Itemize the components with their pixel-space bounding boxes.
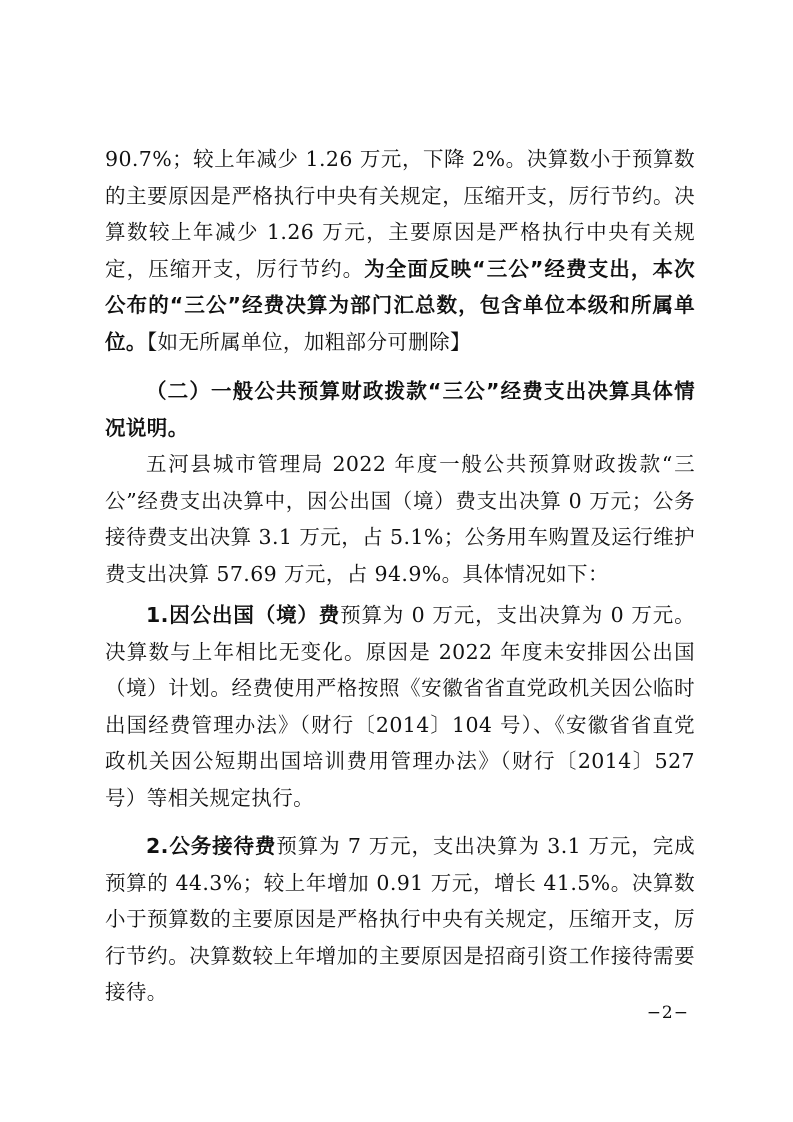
paragraph-reception: [105, 828, 695, 1011]
paragraph-text: 90.7%；较上年减少 1.26 万元，下降 2%。决算数小于预算数的主要原因是严格执行中央有关规定，压缩开支，厉行节约。决算数较上年减少 1.26 万元，主要原因是严格执行中央有关规定，压缩开支，厉行节约。: [105, 147, 695, 281]
paragraph-text: 预算为 7 万元，支出决算为 3.1 万元，完成预算的 44.3%；较上年增加 0.91 万元，增长 41.5%。决算数小于预算数的主要原因是严格执行中央有关规定，压缩开支，厉行节约。决算数较上年增加的主要原因是招商引资工作接待需要接待。: [105, 834, 695, 1004]
paragraph-overview: 五河县城市管理局 2022 年度一般公共预算财政拨款“三公”经费支出决算中，因公出国（境）费支出决算 0 万元；公务接待费支出决算 3.1 万元，占 5.1%；公务用车购置及运行维护费支出决算 57.69 万元，占 94.9%。具体情况如下：: [105, 452, 695, 586]
page-number: −2−: [646, 1003, 689, 1023]
paragraph-text: 预算为 0 万元，支出决算为 0 万元。决算数与上年相比无变化。原因是 2022 年度未安排因公出国（境）计划。经费使用严格按照《安徽省省直党政机关因公临时出国经费管理办法》（财行〔2014〕104 号）、《安徽省省直党政机关因公短期出国培训费用管理办法》（财行〔2014〕527 号）等相关规定执行。: [105, 603, 695, 810]
bold-note: 为全面反映“三公”经费支出，本次公布的“三公”经费决算为部门汇总数，包含单位本级和所属单位。: [105, 256, 695, 354]
paragraph-overseas-travel: [105, 597, 695, 816]
editor-note: 【如无所属单位，加粗部分可删除】: [146, 329, 471, 354]
paragraph-three-public-summary: [105, 141, 695, 360]
section-heading: （二）一般公共预算财政拨款“三公”经费支出决算具体情况说明。: [105, 379, 695, 440]
item-lead-overseas: 1.因公出国（境）费: [146, 603, 341, 627]
item-lead-reception: 2.公务接待费: [146, 834, 277, 858]
